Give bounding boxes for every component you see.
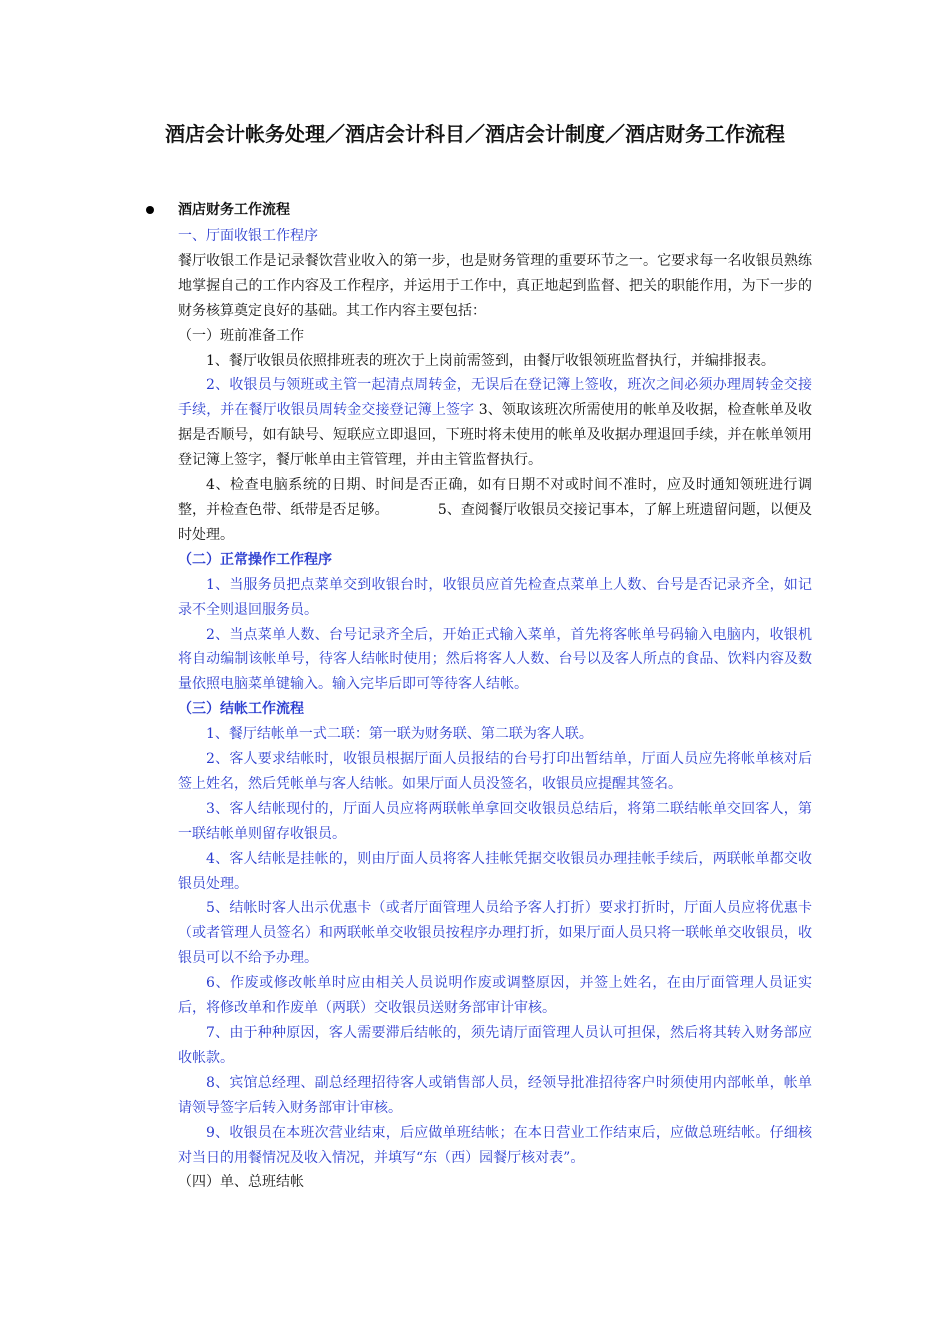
- section-4-title: （四）单、总班结帐: [178, 1174, 304, 1191]
- section-3-item: 3、客人结帐现付的，厅面人员应将两联帐单拿回交收银员总结后，将第二联结帐单交回客人，第一联结帐单则留存收银员。: [178, 800, 812, 842]
- bullet-dot-icon: [146, 206, 154, 214]
- section-3-item: 9、收银员在本班次营业结束，后应做单班结帐；在本日营业工作结束后，应做总班结帐。仔细核对当日的用餐情况及收入情况，并填写“东（西）园餐厅核对表”。: [178, 1124, 812, 1166]
- section-3-item: 2、客人要求结帐时，收银员根据厅面人员报结的台号打印出暂结单，厅面人员应先将帐单核对后签上姓名，然后凭帐单与客人结帐。如果厅面人员没签名，收银员应提醒其签名。: [178, 751, 812, 792]
- section-1-item-2-text: 2、收银员与领班或主管一起清点周转金，无误后在登记簿上签收，班次之间必须办理周转金交接手续，并在餐厅收银员周转金交接登记簿上签字: [178, 377, 812, 419]
- section-1-item-4-5: 4、检查电脑系统的日期、时间是否正确，如有日期不对或时间不准时，应及时通知领班进行调整，并检查色带、纸带是否足够。 5、查阅餐厅收银员交接记事本，了解上班遗留问题，以便及时处理。: [178, 477, 812, 543]
- section-1-item-3-text: 3、领取该班次所需使用的帐单及收据，检查帐单及收据是否顺号，如有缺号、短联应立即退回，下班时将未使用的帐单及收据办理退回手续，并在帐单领用登记簿上签字，餐厅帐单由主管管理，并由主管监督执行。: [178, 402, 813, 469]
- document-title: 酒店会计帐务处理／酒店会计科目／酒店会计制度／酒店财务工作流程: [165, 122, 785, 146]
- bullet-label: 酒店财务工作流程: [178, 202, 290, 218]
- intro-paragraph: 餐厅收银工作是记录餐饮营业收入的第一步，也是财务管理的重要环节之一。它要求每一名收银员熟练地掌握自己的工作内容及工作程序，并运用于工作中，真正地起到监督、把关的职能作用，为下一步的财务核算奠定良好的基础。其工作内容主要包括：: [178, 252, 812, 319]
- section-1-title: （一）班前准备工作: [178, 327, 304, 344]
- section-3-item: 8、宾馆总经理、副总经理招待客人或销售部人员，经领导批准招待客户时须使用内部帐单，帐单请领导签字后转入财务部审计审核。: [178, 1074, 812, 1116]
- section-3-item: 5、结帐时客人出示优惠卡（或者厅面管理人员给予客人打折）要求打折时，厅面人员应将优惠卡（或者管理人员签名）和两联帐单交收银员按程序办理打折，如果厅面人员只将一联帐单交收银员，收银员可以不给予办理。: [178, 900, 812, 967]
- section-3-item: 4、客人结帐是挂帐的，则由厅面人员将客人挂帐凭据交收银员办理挂帐手续后，两联帐单都交收银员处理。: [178, 850, 812, 892]
- section-3-item: 6、作废或修改帐单时应由相关人员说明作废或调整原因，并签上姓名，在由厅面管理人员证实后，将修改单和作废单（两联）交收银员送财务部审计审核。: [178, 975, 812, 1017]
- section-2-title: （二）正常操作工作程序: [178, 551, 332, 568]
- section-3-item: 1、餐厅结帐单一式二联：第一联为财务联、第二联为客人联。: [206, 726, 593, 743]
- section-2-item-2: 2、当点菜单人数、台号记录齐全后，开始正式输入菜单，首先将客帐单号码输入电脑内，收银机将自动编制该帐单号，待客人结帐时使用；然后将客人人数、台号以及客人所点的食品、饮料内容及数量依照电脑菜单键输入。输入完毕后即可等待客人结帐。: [178, 626, 812, 693]
- document-body: [178, 224, 812, 1195]
- section-1-item-1: 1、餐厅收银员依照排班表的班次于上岗前需签到，由餐厅收银领班监督执行，并编排报表。: [206, 352, 775, 369]
- section-3-title: （三）结帐工作流程: [178, 701, 304, 718]
- section-1-item-2-3: [178, 373, 812, 473]
- section-2-item-1: 1、当服务员把点菜单交到收银台时，收银员应首先检查点菜单上人数、台号是否记录齐全，如记录不全则退回服务员。: [178, 576, 812, 618]
- heading-cashier-procedure: 一、厅面收银工作程序: [178, 228, 318, 244]
- section-3-item: 7、由于种种原因，客人需要滞后结帐的，须先请厅面管理人员认可担保，然后将其转入财务部应收帐款。: [178, 1025, 812, 1066]
